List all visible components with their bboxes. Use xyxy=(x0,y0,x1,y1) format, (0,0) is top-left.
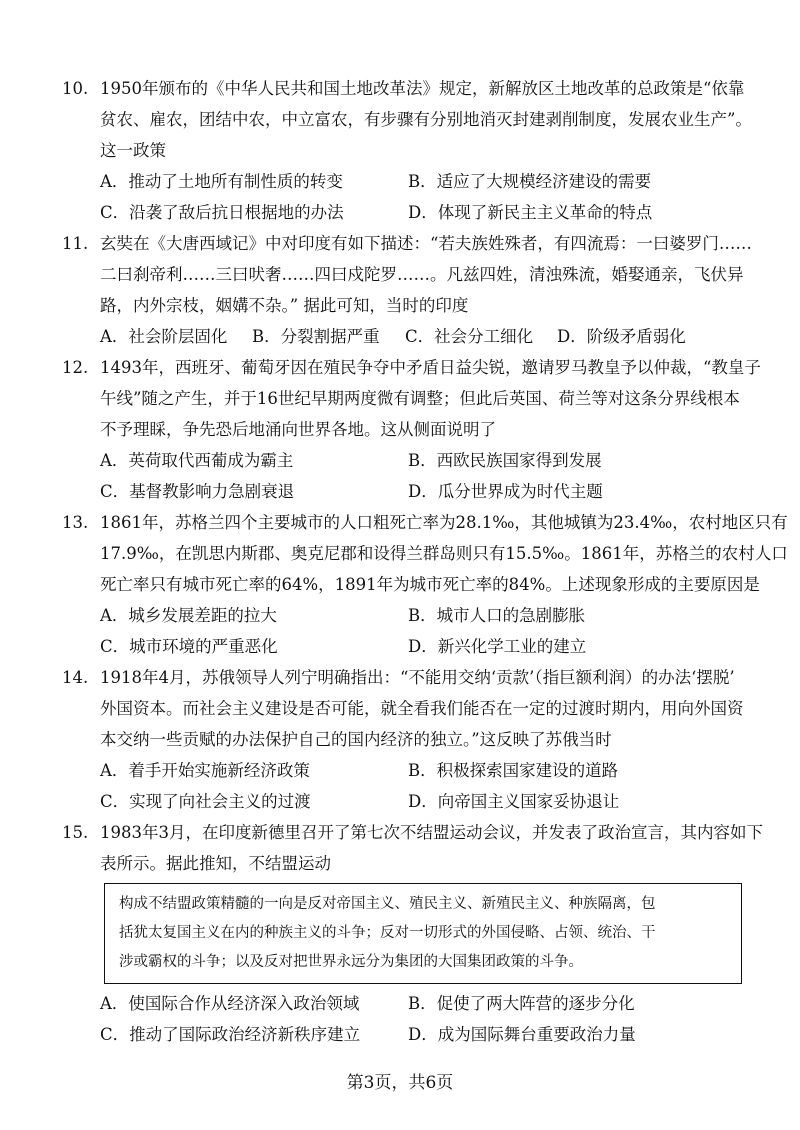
question-text-line: 路，内外宗枝，姻媾不杂。” 据此可知，当时的印度 xyxy=(100,296,469,315)
option-a[interactable]: A．英荷取代西葡成为霸主 xyxy=(100,451,294,470)
question-13 xyxy=(62,507,788,662)
option-d[interactable]: D．体现了新民主主义革命的特点 xyxy=(408,203,653,222)
question-text-line: 不予理睬，争先恐后地涌向世界各地。这从侧面说明了 xyxy=(100,420,496,439)
question-text-line: 1493年，西班牙、葡萄牙因在殖民争夺中矛盾日益尖锐，邀请罗马教皇予以仲裁，“教皇子 xyxy=(100,358,761,377)
question-text-line: 1983年3月，在印度新德里召开了第七次不结盟运动会议，并发表了政治宣言，其内容如下 xyxy=(100,823,763,842)
question-number: 12. xyxy=(62,358,89,377)
question-text-line: 表所示。据此推知，不结盟运动 xyxy=(100,854,331,873)
question-text-line: 这一政策 xyxy=(100,141,166,160)
option-b[interactable]: B．促使了两大阵营的逐步分化 xyxy=(408,994,635,1013)
question-text-line: 午线”随之产生，并于16世纪早期两度微有调整；但此后英国、荷兰等对这条分界线根本 xyxy=(100,389,740,408)
question-text-line: 本交纳一些贡赋的办法保护自己的国内经济的独立。”这反映了苏俄当时 xyxy=(100,730,612,749)
question-11 xyxy=(62,228,778,352)
question-text-line: 1950年颁布的《中华人民共和国土地改革法》规定，新解放区土地改革的总政策是“依靠 xyxy=(100,79,745,98)
question-text-line: 外国资本。而社会主义建设是否可能，就全看我们能否在一定的过渡时期内，用向外国资 xyxy=(100,699,744,718)
question-10 xyxy=(62,73,778,228)
question-number: 10. xyxy=(62,79,89,98)
option-c[interactable]: C．社会分工细化 xyxy=(405,327,534,346)
option-a[interactable]: A．城乡发展差距的拉大 xyxy=(100,606,277,625)
box-text-line: 涉或霸权的斗争；以及反对把世界永远分为集团的大国集团政策的斗争。 xyxy=(119,954,583,970)
option-c[interactable]: C．城市环境的严重恶化 xyxy=(100,637,278,656)
question-text-line: 1861年，苏格兰四个主要城市的人口粗死亡率为28.1‰，其他城镇为23.4‰，农村地区只有 xyxy=(100,513,788,532)
question-12 xyxy=(62,352,778,507)
option-c[interactable]: C．推动了国际政治经济新秩序建立 xyxy=(100,1025,361,1044)
box-text-line: 构成不结盟政策精髓的一向是反对帝国主义、殖民主义、新殖民主义、种族隔离，包 xyxy=(119,896,656,912)
question-number: 15. xyxy=(62,823,89,842)
option-d[interactable]: D．瓜分世界成为时代主题 xyxy=(408,482,603,501)
option-b[interactable]: B．分裂割据严重 xyxy=(252,327,380,346)
option-d[interactable]: D．向帝国主义国家妥协退让 xyxy=(408,792,620,811)
option-a[interactable]: A．着手开始实施新经济政策 xyxy=(100,761,310,780)
question-number: 11. xyxy=(62,234,89,253)
question-number: 14. xyxy=(62,668,89,687)
option-d[interactable]: D．成为国际舞台重要政治力量 xyxy=(408,1025,636,1044)
option-b[interactable]: B．城市人口的急剧膨胀 xyxy=(408,606,586,625)
option-a[interactable]: A．社会阶层固化 xyxy=(100,327,228,346)
option-d[interactable]: D．新兴化学工业的建立 xyxy=(408,637,587,656)
page-footer: 第3页，共6页 xyxy=(346,1073,454,1093)
option-b[interactable]: B．适应了大规模经济建设的需要 xyxy=(408,172,652,191)
option-a[interactable]: A．推动了土地所有制性质的转变 xyxy=(100,172,343,191)
box-text-line: 括犹太复国主义在内的种族主义的斗争；反对一切形式的外国侵略、占领、统治、干 xyxy=(119,925,656,941)
question-text-line: 玄奘在《大唐西域记》中对印度有如下描述：“若夫族姓殊者，有四流焉：一曰婆罗门…… xyxy=(100,234,752,253)
question-14 xyxy=(62,662,778,817)
question-text-line: 1918年4月，苏俄领导人列宁明确指出：“不能用交纳‘贡款’（指巨额利润）的办法‘摆脱’ xyxy=(100,668,735,687)
question-text-line: 17.9‰，在凯思内斯郡、奥克尼郡和设得兰群岛则只有15.5‰。1861年，苏格兰的农村人口 xyxy=(100,544,788,563)
option-b[interactable]: B．积极探索国家建设的道路 xyxy=(408,761,619,780)
option-b[interactable]: B．西欧民族国家得到发展 xyxy=(408,451,602,470)
option-c[interactable]: C．沿袭了敌后抗日根据地的办法 xyxy=(100,203,344,222)
question-15 xyxy=(62,817,778,1050)
option-a[interactable]: A．使国际合作从经济深入政治领域 xyxy=(100,994,360,1013)
question-text-line: 死亡率只有城市死亡率的64%，1891年为城市死亡率的84%。上述现象形成的主要原因是 xyxy=(100,575,760,594)
quoted-declaration-box xyxy=(104,883,742,984)
option-d[interactable]: D．阶级矛盾弱化 xyxy=(557,327,686,346)
question-number: 13. xyxy=(62,513,89,532)
question-text-line: 贫农、雇农，团结中农，中立富农，有步骤有分别地消灭封建剥削制度，发展农业生产”。 xyxy=(100,110,752,129)
option-c[interactable]: C．实现了向社会主义的过渡 xyxy=(100,792,311,811)
option-c[interactable]: C．基督教影响力急剧衰退 xyxy=(100,482,295,501)
question-text-line: 二曰刹帝利……三曰吠奢……四曰戍陀罗……。凡兹四姓，清浊殊流，婚娶通亲，飞伏异 xyxy=(100,265,744,284)
